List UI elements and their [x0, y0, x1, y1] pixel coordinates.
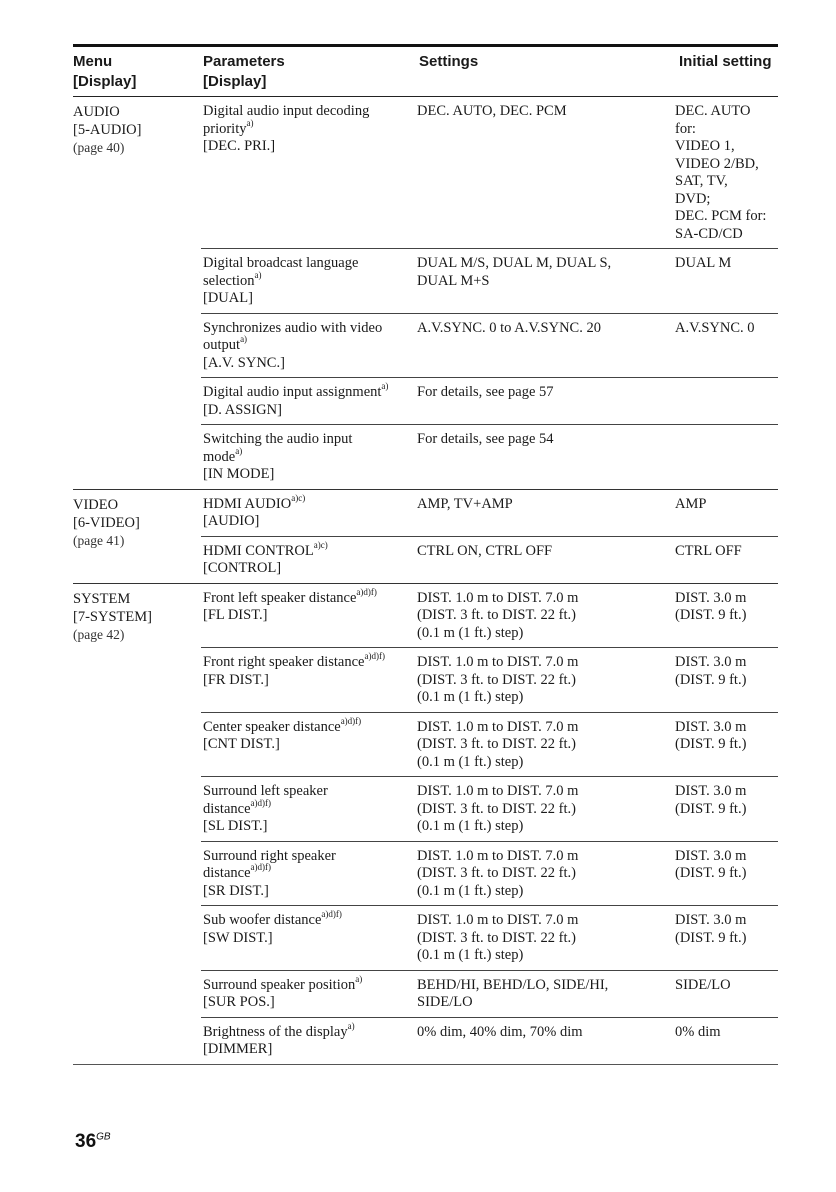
- menu-group: [73, 490, 778, 584]
- parameter-line: [203, 862, 415, 883]
- settings-cell: [415, 977, 673, 1012]
- settings-line: A.V.SYNC. 0 to A.V.SYNC. 20: [417, 319, 601, 336]
- initial-setting-cell: [673, 384, 778, 419]
- parameter-line: [203, 560, 415, 578]
- parameter-text: HDMI CONTROL: [203, 542, 314, 559]
- parameter-line: [203, 138, 415, 156]
- footnote-ref: a): [254, 269, 262, 280]
- settings-line: For details, see page 57: [417, 384, 554, 400]
- settings-line: DIST. 1.0 m to DIST. 7.0 m: [417, 847, 579, 864]
- table-row: [201, 777, 778, 842]
- table-row: [201, 713, 778, 778]
- header-menu: [73, 52, 201, 92]
- parameter-text: [FL DIST.]: [203, 607, 268, 623]
- parameter-text: [DIMMER]: [203, 1041, 273, 1057]
- parameter-line: [203, 117, 415, 139]
- parameter-line: [203, 320, 415, 338]
- parameter-text: distance: [203, 865, 251, 881]
- header-parameters: [201, 52, 417, 92]
- parameter-text: selection: [203, 272, 255, 289]
- parameter-text: [A.V. SYNC.]: [203, 354, 285, 371]
- menu-cell: [73, 97, 201, 489]
- table-row: [201, 378, 778, 425]
- parameter-cell: [201, 255, 415, 308]
- footnote-ref: a): [355, 973, 363, 984]
- parameter-cell: [201, 586, 415, 643]
- settings-cell: [415, 103, 673, 243]
- table-row: [201, 490, 778, 537]
- initial-setting-cell: [673, 1024, 778, 1059]
- initial-line: DUAL M: [675, 255, 732, 271]
- parameter-line: [203, 651, 415, 672]
- parameter-cell: [201, 973, 415, 1012]
- initial-line: DIST. 3.0 m: [675, 589, 747, 606]
- initial-line: VIDEO 2/BD,: [675, 155, 759, 172]
- initial-setting-cell: [673, 977, 778, 1012]
- settings-line: DIST. 1.0 m to DIST. 7.0 m: [417, 589, 579, 606]
- initial-line: (DIST. 9 ft.): [675, 607, 747, 623]
- parameter-text: [DUAL]: [203, 290, 253, 306]
- parameter-cell: [201, 848, 415, 901]
- settings-line: DIST. 1.0 m to DIST. 7.0 m: [417, 718, 579, 735]
- footnote-ref: a): [347, 1020, 355, 1031]
- footnote-ref: a)d)f): [356, 586, 377, 597]
- settings-line: (0.1 m (1 ft.) step): [417, 753, 524, 770]
- initial-line: (DIST. 9 ft.): [675, 800, 747, 817]
- settings-cell: [415, 654, 673, 707]
- parameter-text: [SUR POS.]: [203, 994, 275, 1010]
- parameter-text: [SL DIST.]: [203, 818, 268, 834]
- parameter-line: [203, 783, 415, 801]
- parameter-text: Brightness of the display: [203, 1023, 348, 1040]
- parameter-line: [203, 909, 415, 930]
- parameter-text: [AUDIO]: [203, 513, 260, 529]
- parameter-cell: [201, 783, 415, 836]
- parameter-line: [203, 334, 415, 355]
- footnote-ref: a)d)f): [364, 651, 385, 662]
- parameter-cell: [201, 103, 415, 243]
- settings-cell: [415, 543, 673, 578]
- settings-cell: [415, 1024, 673, 1059]
- parameter-line: [203, 381, 415, 402]
- parameter-cell: [201, 715, 415, 772]
- parameter-text: Digital audio input decoding: [203, 103, 370, 119]
- parameter-text: Digital audio input assignment: [203, 384, 382, 400]
- menu-display: [6-VIDEO]: [73, 514, 140, 531]
- initial-line: AMP: [675, 495, 707, 512]
- parameter-text: [IN MODE]: [203, 466, 275, 482]
- parameter-text: Front right speaker distance: [203, 654, 365, 670]
- initial-line: (DIST. 9 ft.): [675, 929, 747, 946]
- parameter-line: [203, 883, 415, 901]
- table-body: [73, 97, 778, 1065]
- menu-display: [7-SYSTEM]: [73, 608, 152, 625]
- table-row: [201, 906, 778, 971]
- initial-line: (DIST. 9 ft.): [675, 865, 747, 881]
- settings-table: [73, 44, 778, 1065]
- parameter-line: [203, 607, 415, 625]
- header-menu-display: [Display]: [73, 73, 137, 90]
- settings-line: (0.1 m (1 ft.) step): [417, 882, 524, 899]
- menu-group: [73, 584, 778, 1065]
- initial-line: for:: [675, 120, 696, 137]
- parameter-rows: [201, 490, 778, 583]
- parameter-cell: [201, 431, 415, 484]
- menu-cell: [73, 490, 201, 583]
- header-menu-label: Menu: [73, 53, 113, 70]
- table-row: [201, 842, 778, 907]
- parameter-text: [CONTROL]: [203, 560, 282, 576]
- parameter-text: Surround speaker position: [203, 976, 356, 993]
- parameter-text: [FR DIST.]: [203, 671, 269, 688]
- parameter-line: [203, 492, 415, 514]
- parameter-text: output: [203, 337, 241, 353]
- initial-setting-cell: [673, 255, 778, 308]
- parameter-text: [D. ASSIGN]: [203, 401, 282, 418]
- initial-setting-cell: [673, 783, 778, 836]
- settings-cell: [415, 384, 673, 419]
- table-row: [201, 314, 778, 379]
- page-number-value: 36: [75, 1131, 97, 1152]
- initial-setting-cell: [673, 543, 778, 578]
- parameter-cell: [201, 909, 415, 965]
- settings-line: CTRL ON, CTRL OFF: [417, 542, 553, 559]
- initial-setting-cell: [673, 848, 778, 901]
- initial-line: DIST. 3.0 m: [675, 783, 747, 799]
- initial-setting-cell: [673, 103, 778, 243]
- parameter-line: [203, 103, 415, 121]
- initial-line: (DIST. 9 ft.): [675, 671, 747, 688]
- initial-setting-cell: [673, 912, 778, 965]
- parameter-text: Digital broadcast language: [203, 255, 359, 271]
- parameter-cell: [201, 492, 415, 531]
- menu-page-ref: (page 41): [73, 532, 125, 548]
- initial-line: DIST. 3.0 m: [675, 847, 747, 864]
- settings-line: (DIST. 3 ft. to DIST. 22 ft.): [417, 865, 576, 881]
- settings-cell: [415, 719, 673, 772]
- table-row: [201, 648, 778, 713]
- footnote-ref: a)c): [291, 492, 306, 503]
- parameter-line: [203, 930, 415, 948]
- table-header: [73, 47, 778, 96]
- parameter-line: [203, 672, 415, 690]
- initial-setting-cell: [673, 590, 778, 643]
- parameter-line: [203, 445, 415, 467]
- initial-line: DIST. 3.0 m: [675, 912, 747, 928]
- settings-line: SIDE/LO: [417, 994, 473, 1010]
- settings-line: (DIST. 3 ft. to DIST. 22 ft.): [417, 607, 576, 623]
- footnote-ref: a)d)f): [250, 862, 271, 873]
- settings-line: DIST. 1.0 m to DIST. 7.0 m: [417, 654, 579, 670]
- settings-line: 0% dim, 40% dim, 70% dim: [417, 1023, 583, 1040]
- menu-name: SYSTEM: [73, 590, 131, 607]
- menu-display: [5-AUDIO]: [73, 122, 142, 138]
- initial-line: SIDE/LO: [675, 976, 731, 993]
- table-row: [201, 971, 778, 1018]
- parameter-text: [DEC. PRI.]: [203, 138, 276, 154]
- parameter-cell: [201, 539, 415, 578]
- initial-line: SA-CD/CD: [675, 225, 743, 242]
- settings-line: DIST. 1.0 m to DIST. 7.0 m: [417, 783, 579, 799]
- settings-cell: [415, 590, 673, 643]
- settings-cell: [415, 912, 673, 965]
- initial-line: SAT, TV,: [675, 173, 728, 189]
- parameter-text: distance: [203, 800, 251, 817]
- initial-setting-cell: [673, 496, 778, 531]
- initial-setting-cell: [673, 719, 778, 772]
- menu-group: [73, 97, 778, 490]
- settings-line: (0.1 m (1 ft.) step): [417, 624, 524, 641]
- table-row: [201, 537, 778, 583]
- table-row: [201, 97, 778, 249]
- parameter-text: Synchronizes audio with video: [203, 319, 383, 336]
- parameter-line: [203, 466, 415, 484]
- settings-line: (DIST. 3 ft. to DIST. 22 ft.): [417, 800, 576, 817]
- menu-name: VIDEO: [73, 496, 119, 513]
- initial-line: CTRL OFF: [675, 542, 742, 559]
- menu-cell: [73, 584, 201, 1064]
- footnote-ref: a)d)f): [321, 909, 342, 920]
- settings-line: (DIST. 3 ft. to DIST. 22 ft.): [417, 929, 576, 946]
- settings-cell: [415, 320, 673, 373]
- parameter-text: Switching the audio input: [203, 431, 353, 447]
- settings-line: DEC. AUTO, DEC. PCM: [417, 103, 567, 119]
- initial-line: DEC. PCM for:: [675, 208, 767, 224]
- table-row: [201, 249, 778, 314]
- parameter-text: Center speaker distance: [203, 718, 341, 735]
- initial-line: DIST. 3.0 m: [675, 718, 747, 735]
- header-parameters-display: [Display]: [203, 73, 267, 90]
- initial-line: DEC. AUTO: [675, 103, 751, 119]
- parameter-line: [203, 1041, 415, 1059]
- page-number-suffix: GB: [96, 1131, 111, 1143]
- table-row: [201, 584, 778, 649]
- settings-line: For details, see page 54: [417, 431, 554, 447]
- parameter-line: [203, 513, 415, 531]
- settings-cell: [415, 848, 673, 901]
- footnote-ref: a)d)f): [340, 715, 362, 726]
- footnote-ref: a): [235, 445, 243, 456]
- settings-cell: [415, 431, 673, 484]
- parameter-text: [SW DIST.]: [203, 929, 273, 946]
- parameter-text: HDMI AUDIO: [203, 495, 292, 512]
- initial-setting-cell: [673, 431, 778, 484]
- parameter-line: [203, 848, 415, 866]
- table-row: [201, 1018, 778, 1064]
- parameter-line: [203, 818, 415, 836]
- parameter-line: [203, 255, 415, 273]
- parameter-text: [CNT DIST.]: [203, 736, 280, 752]
- parameter-line: [203, 402, 415, 420]
- parameter-line: [203, 973, 415, 995]
- settings-line: (0.1 m (1 ft.) step): [417, 818, 524, 834]
- table-row: [201, 425, 778, 489]
- parameter-line: [203, 715, 415, 737]
- settings-line: (DIST. 3 ft. to DIST. 22 ft.): [417, 736, 576, 752]
- parameter-cell: [201, 1020, 415, 1059]
- settings-line: DIST. 1.0 m to DIST. 7.0 m: [417, 912, 579, 928]
- parameter-rows: [201, 584, 778, 1064]
- initial-line: DVD;: [675, 190, 711, 207]
- settings-line: BEHD/HI, BEHD/LO, SIDE/HI,: [417, 976, 609, 993]
- parameter-rows: [201, 97, 778, 489]
- parameter-text: Surround left speaker: [203, 783, 328, 799]
- parameter-line: [203, 586, 415, 608]
- settings-line: (0.1 m (1 ft.) step): [417, 947, 524, 963]
- parameter-line: [203, 290, 415, 308]
- menu-page-ref: (page 40): [73, 140, 125, 155]
- initial-line: (DIST. 9 ft.): [675, 736, 747, 752]
- footnote-ref: a)d)f): [250, 797, 271, 808]
- settings-cell: [415, 255, 673, 308]
- page-number: [75, 1131, 111, 1153]
- parameter-text: mode: [203, 448, 236, 465]
- initial-line: DIST. 3.0 m: [675, 654, 747, 670]
- parameter-text: Surround right speaker: [203, 847, 336, 864]
- settings-line: DUAL M/S, DUAL M, DUAL S,: [417, 255, 612, 271]
- initial-line: VIDEO 1,: [675, 138, 735, 154]
- parameter-text: priority: [203, 120, 247, 137]
- settings-cell: [415, 496, 673, 531]
- parameter-cell: [201, 651, 415, 707]
- parameter-text: [SR DIST.]: [203, 882, 269, 899]
- parameter-line: [203, 355, 415, 373]
- header-parameters-label: Parameters: [203, 53, 285, 70]
- header-initial-setting: Initial setting: [679, 53, 772, 70]
- parameter-line: [203, 797, 415, 819]
- footnote-ref: a): [246, 117, 254, 128]
- parameter-line: [203, 269, 415, 291]
- initial-setting-cell: [673, 320, 778, 373]
- footnote-ref: a)c): [313, 539, 328, 550]
- footnote-ref: a): [240, 334, 248, 345]
- settings-line: (0.1 m (1 ft.) step): [417, 689, 524, 705]
- menu-name: AUDIO: [73, 104, 120, 120]
- parameter-line: [203, 736, 415, 754]
- settings-line: DUAL M+S: [417, 272, 490, 289]
- settings-line: AMP, TV+AMP: [417, 495, 513, 512]
- initial-line: A.V.SYNC. 0: [675, 319, 755, 336]
- header-settings: Settings: [419, 53, 479, 70]
- footnote-ref: a): [381, 381, 389, 392]
- parameter-line: [203, 994, 415, 1012]
- menu-page-ref: (page 42): [73, 626, 125, 642]
- initial-setting-cell: [673, 654, 778, 707]
- settings-line: (DIST. 3 ft. to DIST. 22 ft.): [417, 671, 576, 688]
- parameter-line: [203, 539, 415, 561]
- parameter-text: Front left speaker distance: [203, 589, 357, 606]
- parameter-cell: [201, 381, 415, 419]
- initial-line: 0% dim: [675, 1023, 721, 1040]
- parameter-line: [203, 1020, 415, 1042]
- parameter-text: Sub woofer distance: [203, 912, 322, 928]
- parameter-cell: [201, 320, 415, 373]
- settings-cell: [415, 783, 673, 836]
